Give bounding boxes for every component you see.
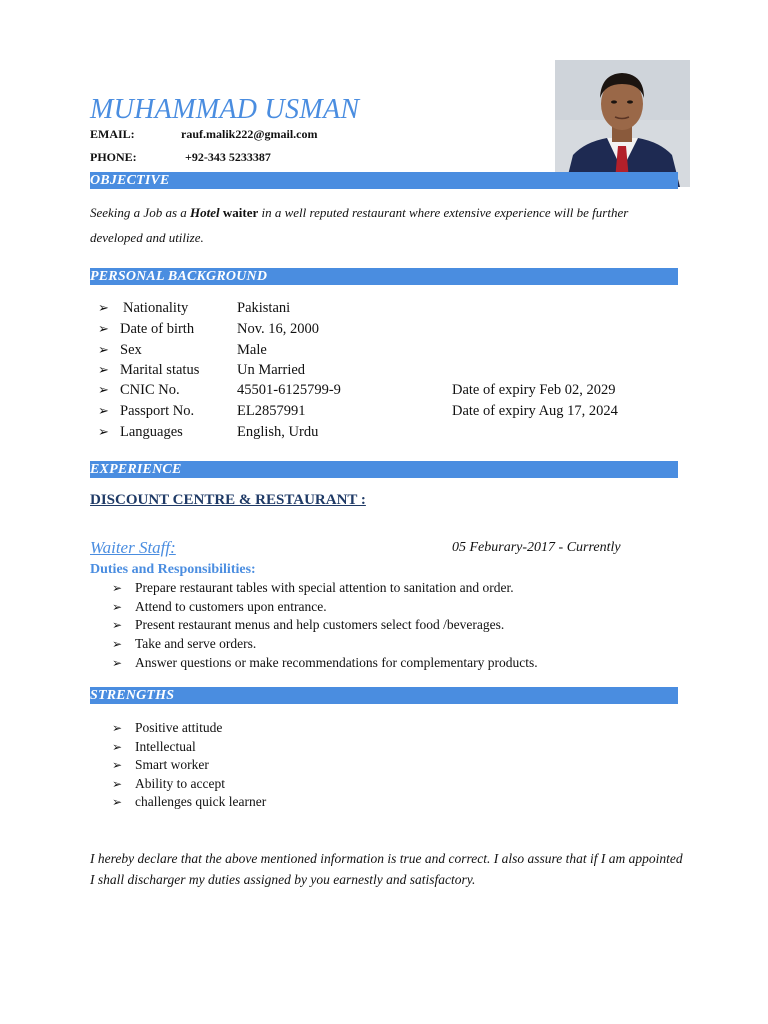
strength-item bbox=[112, 774, 225, 793]
bullet-arrow-icon: ➢ bbox=[98, 342, 109, 357]
strength-text: Intellectual bbox=[135, 739, 196, 754]
personal-value: Pakistani bbox=[237, 300, 291, 316]
strength-text: Ability to accept bbox=[135, 776, 225, 791]
duty-text: Attend to customers upon entrance. bbox=[135, 599, 327, 614]
section-objective: OBJECTIVE bbox=[90, 172, 678, 189]
bullet-arrow-icon: ➢ bbox=[112, 795, 123, 809]
cnic-expiry: Date of expiry Feb 02, 2029 bbox=[452, 382, 616, 398]
personal-label: Marital status bbox=[120, 362, 200, 378]
personal-label: Sex bbox=[120, 342, 142, 358]
email-label: EMAIL: bbox=[90, 127, 135, 141]
personal-row bbox=[98, 422, 319, 442]
personal-value: Male bbox=[237, 342, 267, 358]
duty-item bbox=[112, 615, 504, 634]
section-experience: EXPERIENCE bbox=[90, 461, 678, 478]
bullet-arrow-icon: ➢ bbox=[112, 758, 123, 772]
personal-row bbox=[98, 319, 320, 339]
personal-label: Nationality bbox=[123, 300, 189, 316]
duty-item bbox=[112, 597, 327, 616]
personal-row bbox=[98, 401, 618, 421]
bullet-arrow-icon: ➢ bbox=[112, 721, 123, 735]
personal-value: 45501-6125799-9 bbox=[237, 382, 341, 398]
duties-heading: Duties and Responsibilities: bbox=[90, 562, 256, 577]
bullet-arrow-icon: ➢ bbox=[112, 618, 123, 632]
strength-text: Positive attitude bbox=[135, 720, 223, 735]
personal-row bbox=[98, 298, 291, 318]
bullet-arrow-icon: ➢ bbox=[98, 403, 109, 418]
personal-label: Date of birth bbox=[120, 321, 195, 337]
job-dates: 05 Feburary-2017 - Currently bbox=[452, 540, 621, 555]
declaration-text: I hereby declare that the above mentioned information is true and correct. I also assure that if I am appointed I shall discharger my duties assigned by you earnestly and satisfactory. bbox=[90, 851, 683, 887]
bullet-arrow-icon: ➢ bbox=[112, 656, 123, 670]
phone-value: +92-343 5233387 bbox=[185, 150, 271, 164]
strength-text: challenges quick learner bbox=[135, 794, 267, 809]
job-title: Waiter Staff: bbox=[90, 538, 176, 557]
bullet-arrow-icon: ➢ bbox=[98, 300, 109, 315]
objective-waiter: waiter bbox=[219, 205, 259, 220]
personal-label: Passport No. bbox=[120, 403, 195, 419]
duty-text: Answer questions or make recommendations for complementary products. bbox=[135, 655, 538, 670]
strength-item bbox=[112, 755, 209, 774]
personal-value: EL2857991 bbox=[237, 403, 306, 419]
passport-expiry: Date of expiry Aug 17, 2024 bbox=[452, 403, 618, 419]
objective-part1: Seeking a Job as a bbox=[90, 205, 191, 220]
bullet-arrow-icon: ➢ bbox=[98, 362, 109, 377]
personal-row bbox=[98, 360, 306, 380]
section-personal-background: PERSONAL BACKGROUND bbox=[90, 268, 678, 285]
phone-label: PHONE: bbox=[90, 150, 137, 164]
bullet-arrow-icon: ➢ bbox=[112, 581, 123, 595]
bullet-arrow-icon: ➢ bbox=[98, 382, 109, 397]
bullet-arrow-icon: ➢ bbox=[98, 424, 109, 439]
duty-item bbox=[112, 578, 514, 597]
bullet-arrow-icon: ➢ bbox=[112, 637, 123, 651]
objective-hotel: Hotel bbox=[190, 205, 220, 220]
strength-text: Smart worker bbox=[135, 757, 209, 772]
duty-item bbox=[112, 634, 256, 653]
strength-item bbox=[112, 792, 266, 811]
personal-row bbox=[98, 380, 616, 400]
bullet-arrow-icon: ➢ bbox=[98, 321, 109, 336]
objective-text bbox=[90, 200, 680, 250]
profile-photo-drawing bbox=[555, 60, 690, 187]
bullet-arrow-icon: ➢ bbox=[112, 777, 123, 791]
strength-item bbox=[112, 718, 222, 737]
personal-row bbox=[98, 340, 267, 360]
personal-value: Nov. 16, 2000 bbox=[237, 321, 320, 337]
bullet-arrow-icon: ➢ bbox=[112, 600, 123, 614]
objective-part2: in a well reputed restaurant where extensive experience will be further developed and utilize. bbox=[90, 205, 629, 245]
section-strengths: STRENGTHS bbox=[90, 687, 678, 704]
duty-text: Take and serve orders. bbox=[135, 636, 257, 651]
duty-text: Present restaurant menus and help customers select food /beverages. bbox=[135, 617, 505, 632]
strength-item bbox=[112, 737, 196, 756]
email-value: rauf.malik222@gmail.com bbox=[181, 127, 318, 141]
bullet-arrow-icon: ➢ bbox=[112, 740, 123, 754]
personal-value: Un Married bbox=[237, 362, 306, 378]
candidate-name: MUHAMMAD USMAN bbox=[90, 94, 360, 125]
personal-label: Languages bbox=[120, 424, 183, 440]
profile-photo bbox=[555, 60, 690, 187]
company-name: DISCOUNT CENTRE & RESTAURANT : bbox=[90, 492, 366, 508]
personal-label: CNIC No. bbox=[120, 382, 180, 398]
duty-item bbox=[112, 653, 538, 672]
duty-text: Prepare restaurant tables with special attention to sanitation and order. bbox=[135, 580, 514, 595]
personal-value: English, Urdu bbox=[237, 424, 319, 440]
